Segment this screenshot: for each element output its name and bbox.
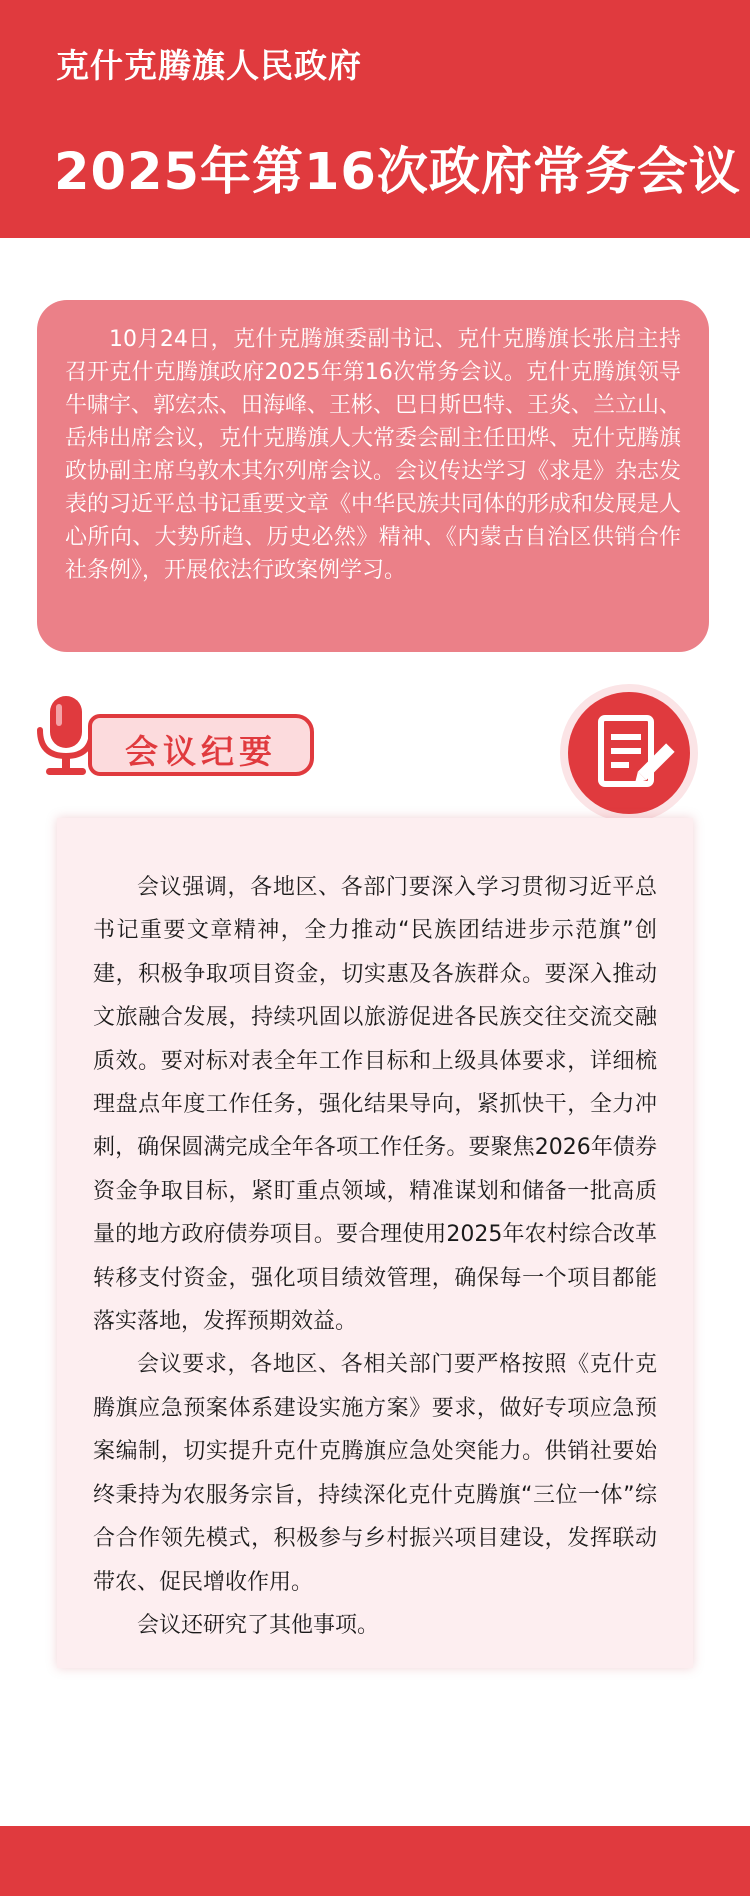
intro-text: 10月24日，克什克腾旗委副书记、克什克腾旗长张启主持召开克什克腾旗政府2025年第16次常务会议。克什克腾旗领导牛啸宇、郭宏杰、田海峰、王彬、巴日斯巴特、王炎、兰立山、岳炜出席会议，克什克腾旗人大常委会副主任田烨、克什克腾旗政协副主席乌敦木其尔列席会议。会议传达学习《求是》杂志发表的习近平总书记重要文章《中华民族共同体的形成和发展是人心所向、大势所趋、历史必然》精神、《内蒙古自治区供销合作社条例》，开展依法行政案例学习。 [65,327,682,583]
minutes-paragraph: 会议强调，各地区、各部门要深入学习贯彻习近平总书记重要文章精神，全力推动“民族团结进步示范旗”创建，积极争取项目资金，切实惠及各族群众。要深入推动文旅融合发展，持续巩固以旅游促进各民族交往交流交融质效。要对标对表全年工作目标和上级具体要求，详细梳理盘点年度工作任务，强化结果导向，紧抓快干，全力冲刺，确保圆满完成全年各项工作任务。要聚焦2026年债券资金争取目标，紧盯重点领域，精准谋划和储备一批高质量的地方政府债券项目。要合理使用2025年农村综合改革转移支付资金，强化项目绩效管理，确保每一个项目都能落实落地，发挥预期效益。 [93,875,657,1335]
org-name: 克什克腾旗人民政府 [56,46,362,85]
minutes-box [57,818,693,1668]
minutes-paragraph: 会议还研究了其他事项。 [137,1612,380,1638]
document-edit-icon [568,692,690,814]
meeting-title: 2025年第16次政府常务会议 [54,143,741,202]
document-edit-icon-ring [560,684,698,822]
header-banner [0,0,750,238]
intro-box [37,300,709,652]
footer-band [0,1826,750,1896]
section-tab [88,714,314,776]
section-label: 会议纪要 [125,732,277,771]
minutes-paragraph: 会议要求，各地区、各相关部门要严格按照《克什克腾旗应急预案体系建设实施方案》要求，做好专项应急预案编制，切实提升克什克腾旗应急处突能力。供销社要始终秉持为农服务宗旨，持续深化克什克腾旗“三位一体”综合合作领先模式，积极参与乡村振兴项目建设，发挥联动带农、促民增收作用。 [93,1352,657,1595]
content-area [0,238,750,1826]
